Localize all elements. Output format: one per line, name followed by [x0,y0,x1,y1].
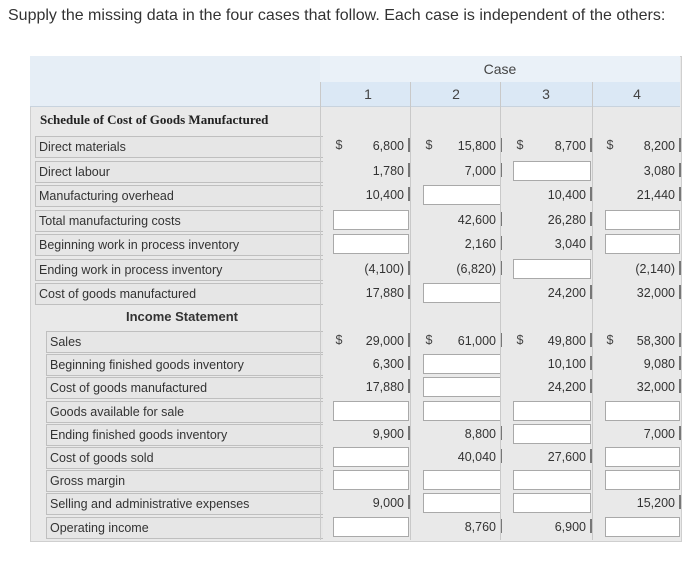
given-value: 9,080 [643,357,675,372]
row-label: Operating income [46,517,323,539]
given-value: 7,000 [464,163,496,178]
row-label: Selling and administrative expenses [46,493,323,515]
row-label: Direct labour [35,161,323,183]
answer-input[interactable] [423,377,501,397]
currency-symbol: $ [606,138,614,152]
given-value: (6,820) [456,261,496,276]
given-value: 8,800 [464,426,496,441]
answer-input[interactable] [423,470,501,490]
given-value: 21,440 [636,188,675,202]
given-value: 8,700 [554,139,586,153]
column-divider [592,82,593,540]
cell-marker [679,426,681,440]
currency-symbol: $ [516,138,524,152]
currency-symbol: $ [335,333,343,347]
answer-input[interactable] [605,447,680,467]
answer-input[interactable] [605,470,680,490]
answer-input[interactable] [333,401,409,421]
cell-marker [679,163,681,177]
given-value: 9,900 [372,426,404,441]
cell-marker [679,138,681,152]
answer-input[interactable] [605,234,680,254]
given-value: 1,780 [372,163,404,178]
column-header-3: 3 [542,86,550,102]
cell-marker [679,261,681,275]
given-value: 27,600 [547,450,586,464]
cell-marker [679,495,681,509]
answer-input[interactable] [333,234,409,254]
answer-input[interactable] [513,401,591,421]
given-value: 40,040 [457,450,496,464]
answer-input[interactable] [333,447,409,467]
row-label: Ending work in process inventory [35,259,323,281]
given-value: 26,280 [547,212,586,227]
row-label: Gross margin [46,470,323,492]
cell-marker [679,356,681,370]
row-label: Cost of goods sold [46,447,323,469]
given-value: 10,100 [547,357,586,372]
cell-marker [679,379,681,393]
given-value: 3,040 [554,237,586,251]
row-label: Beginning finished goods inventory [46,354,323,376]
answer-input[interactable] [423,185,501,205]
given-value: 58,300 [636,334,675,348]
answer-input[interactable] [423,283,501,303]
given-value: (2,140) [635,261,675,276]
answer-input[interactable] [423,401,501,421]
answer-input[interactable] [333,517,409,537]
column-divider [410,82,411,540]
cell-marker [679,285,681,299]
answer-input[interactable] [513,161,591,181]
row-label: Manufacturing overhead [35,185,323,207]
given-value: 6,900 [554,519,586,534]
answer-input[interactable] [423,354,501,374]
header-band-left [30,56,320,106]
answer-input[interactable] [605,210,680,230]
given-value: 15,800 [457,139,496,153]
schedule-title: Schedule of Cost of Goods Manufactured [40,112,269,127]
given-value: (4,100) [364,261,404,276]
answer-input[interactable] [333,470,409,490]
currency-symbol: $ [425,138,433,152]
column-header-4: 4 [633,86,641,102]
given-value: 17,880 [365,380,404,395]
instruction-text: Supply the missing data in the four cases that follow. Each case is independent of the others: [8,7,666,24]
column-header-2: 2 [452,86,460,102]
answer-input[interactable] [513,259,591,279]
given-value: 24,200 [547,380,586,395]
row-label: Cost of goods manufactured [35,283,323,305]
given-value: 6,800 [372,139,404,153]
given-value: 7,000 [643,426,675,441]
income-statement-title: Income Statement [126,309,238,324]
given-value: 6,300 [372,357,404,372]
column-divider [320,82,321,540]
currency-symbol: $ [606,333,614,347]
currency-symbol: $ [516,333,524,347]
currency-symbol: $ [425,333,433,347]
given-value: 8,760 [464,519,496,534]
cell-marker [679,187,681,201]
currency-symbol: $ [335,138,343,152]
given-value: 32,000 [636,380,675,395]
row-label: Direct materials [35,136,323,158]
answer-input[interactable] [605,517,680,537]
column-divider [500,82,501,540]
row-label: Total manufacturing costs [35,210,323,232]
given-value: 15,200 [636,496,675,511]
row-label: Ending finished goods inventory [46,424,323,446]
answer-input[interactable] [333,210,409,230]
given-value: 8,200 [643,139,675,153]
answer-input[interactable] [423,493,501,513]
given-value: 32,000 [636,286,675,300]
given-value: 49,800 [547,334,586,348]
row-label: Cost of goods manufactured [46,377,323,399]
answer-input[interactable] [605,401,680,421]
given-value: 61,000 [457,334,496,348]
answer-input[interactable] [513,470,591,490]
case-header: Case [483,61,517,77]
given-value: 9,000 [372,496,404,511]
given-value: 10,400 [365,188,404,202]
given-value: 29,000 [365,334,404,348]
row-label: Beginning work in process inventory [35,234,323,256]
answer-input[interactable] [513,493,591,513]
cell-marker [679,333,681,347]
row-label: Goods available for sale [46,401,323,423]
answer-input[interactable] [513,424,591,444]
column-header-1: 1 [364,86,372,102]
given-value: 42,600 [457,212,496,227]
given-value: 10,400 [547,188,586,202]
given-value: 2,160 [464,237,496,251]
given-value: 17,880 [365,286,404,300]
row-label: Sales [46,331,323,353]
given-value: 24,200 [547,286,586,300]
given-value: 3,080 [643,163,675,178]
